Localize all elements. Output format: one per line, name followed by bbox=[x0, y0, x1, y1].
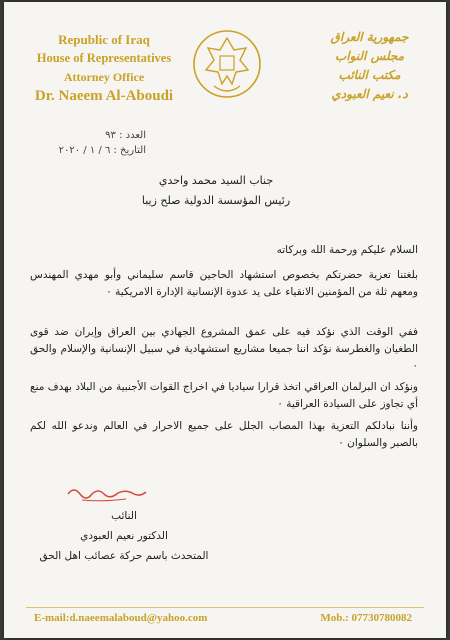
paragraph-2: ففي الوقت الذي نؤكد فيه على عمق المشروع الجهادي بين العراق وإيران ضد قوى الطغيان والغطرسة نؤكد اننا جميعا مشاريع استشهادية في سبيل الإنسانية والإسلام والحق ٠ bbox=[30, 326, 418, 372]
header-name: Dr. Naeem Al-Aboudi bbox=[34, 88, 174, 104]
header-house: House of Representatives bbox=[36, 51, 172, 65]
header-ar-office: مكتب النائب bbox=[338, 68, 401, 82]
signer-name: الدكتور نعيم العبودي bbox=[80, 530, 168, 542]
document-number: العدد : ٩٣ bbox=[105, 130, 146, 141]
document-date: التاريخ : ٦ / ١ / ٢٠٢٠ bbox=[58, 145, 146, 156]
paragraph-1: بلغتنا تعزية حضرتكم بخصوص استشهاد الحاجين قاسم سليماني وأبو مهدي المهندس ومعهم ثلة من المؤمنين الانقياء على يد عدوة الإنسانية الإدارة الامريكية ٠ bbox=[30, 269, 418, 298]
signer-title: النائب bbox=[111, 510, 137, 522]
letter-page bbox=[4, 2, 446, 638]
paragraph-3: ونؤكد ان البرلمان العراقي اتخذ قرارا سياديا في اخراج القوات الأجنبية من البلاد بهدف منع أي تجاوز على السيادة العراقية ٠ bbox=[30, 381, 418, 410]
header-office: Attorney Office bbox=[63, 70, 145, 84]
footer-mobile: Mob.: 07730780082 bbox=[320, 612, 412, 624]
letterhead-arabic bbox=[307, 28, 432, 104]
header-ar-name: د. نعيم العبودي bbox=[331, 87, 408, 101]
header-ar-country: جمهورية العراق bbox=[330, 30, 409, 44]
greeting: السلام عليكم ورحمة الله وبركاته bbox=[276, 244, 418, 256]
signature-icon bbox=[62, 480, 152, 506]
signer-role: المتحدث باسم حركة عصائب اهل الحق bbox=[39, 550, 209, 562]
paragraph-4: وأننا نبادلكم التعزية بهذا المصاب الجلل على جميع الاحرار في العالم وندعو الله لكم بالصبر والسلوان ٠ bbox=[30, 420, 418, 449]
footer-email: E-mail:d.naeemalaboud@yahoo.com bbox=[34, 612, 208, 624]
footer bbox=[4, 612, 446, 628]
addressee-title: رئيس المؤسسة الدولية صلح زيبا bbox=[141, 194, 291, 207]
addressee-name: جناب السيد محمد واحدي bbox=[158, 174, 274, 187]
header-ar-house: مجلس النواب bbox=[334, 49, 405, 63]
header-country: Republic of Iraq bbox=[58, 32, 150, 47]
footer-divider bbox=[26, 607, 424, 608]
letterhead-english bbox=[24, 30, 184, 106]
document-reference bbox=[59, 128, 146, 158]
iraq-emblem-icon bbox=[190, 24, 264, 108]
